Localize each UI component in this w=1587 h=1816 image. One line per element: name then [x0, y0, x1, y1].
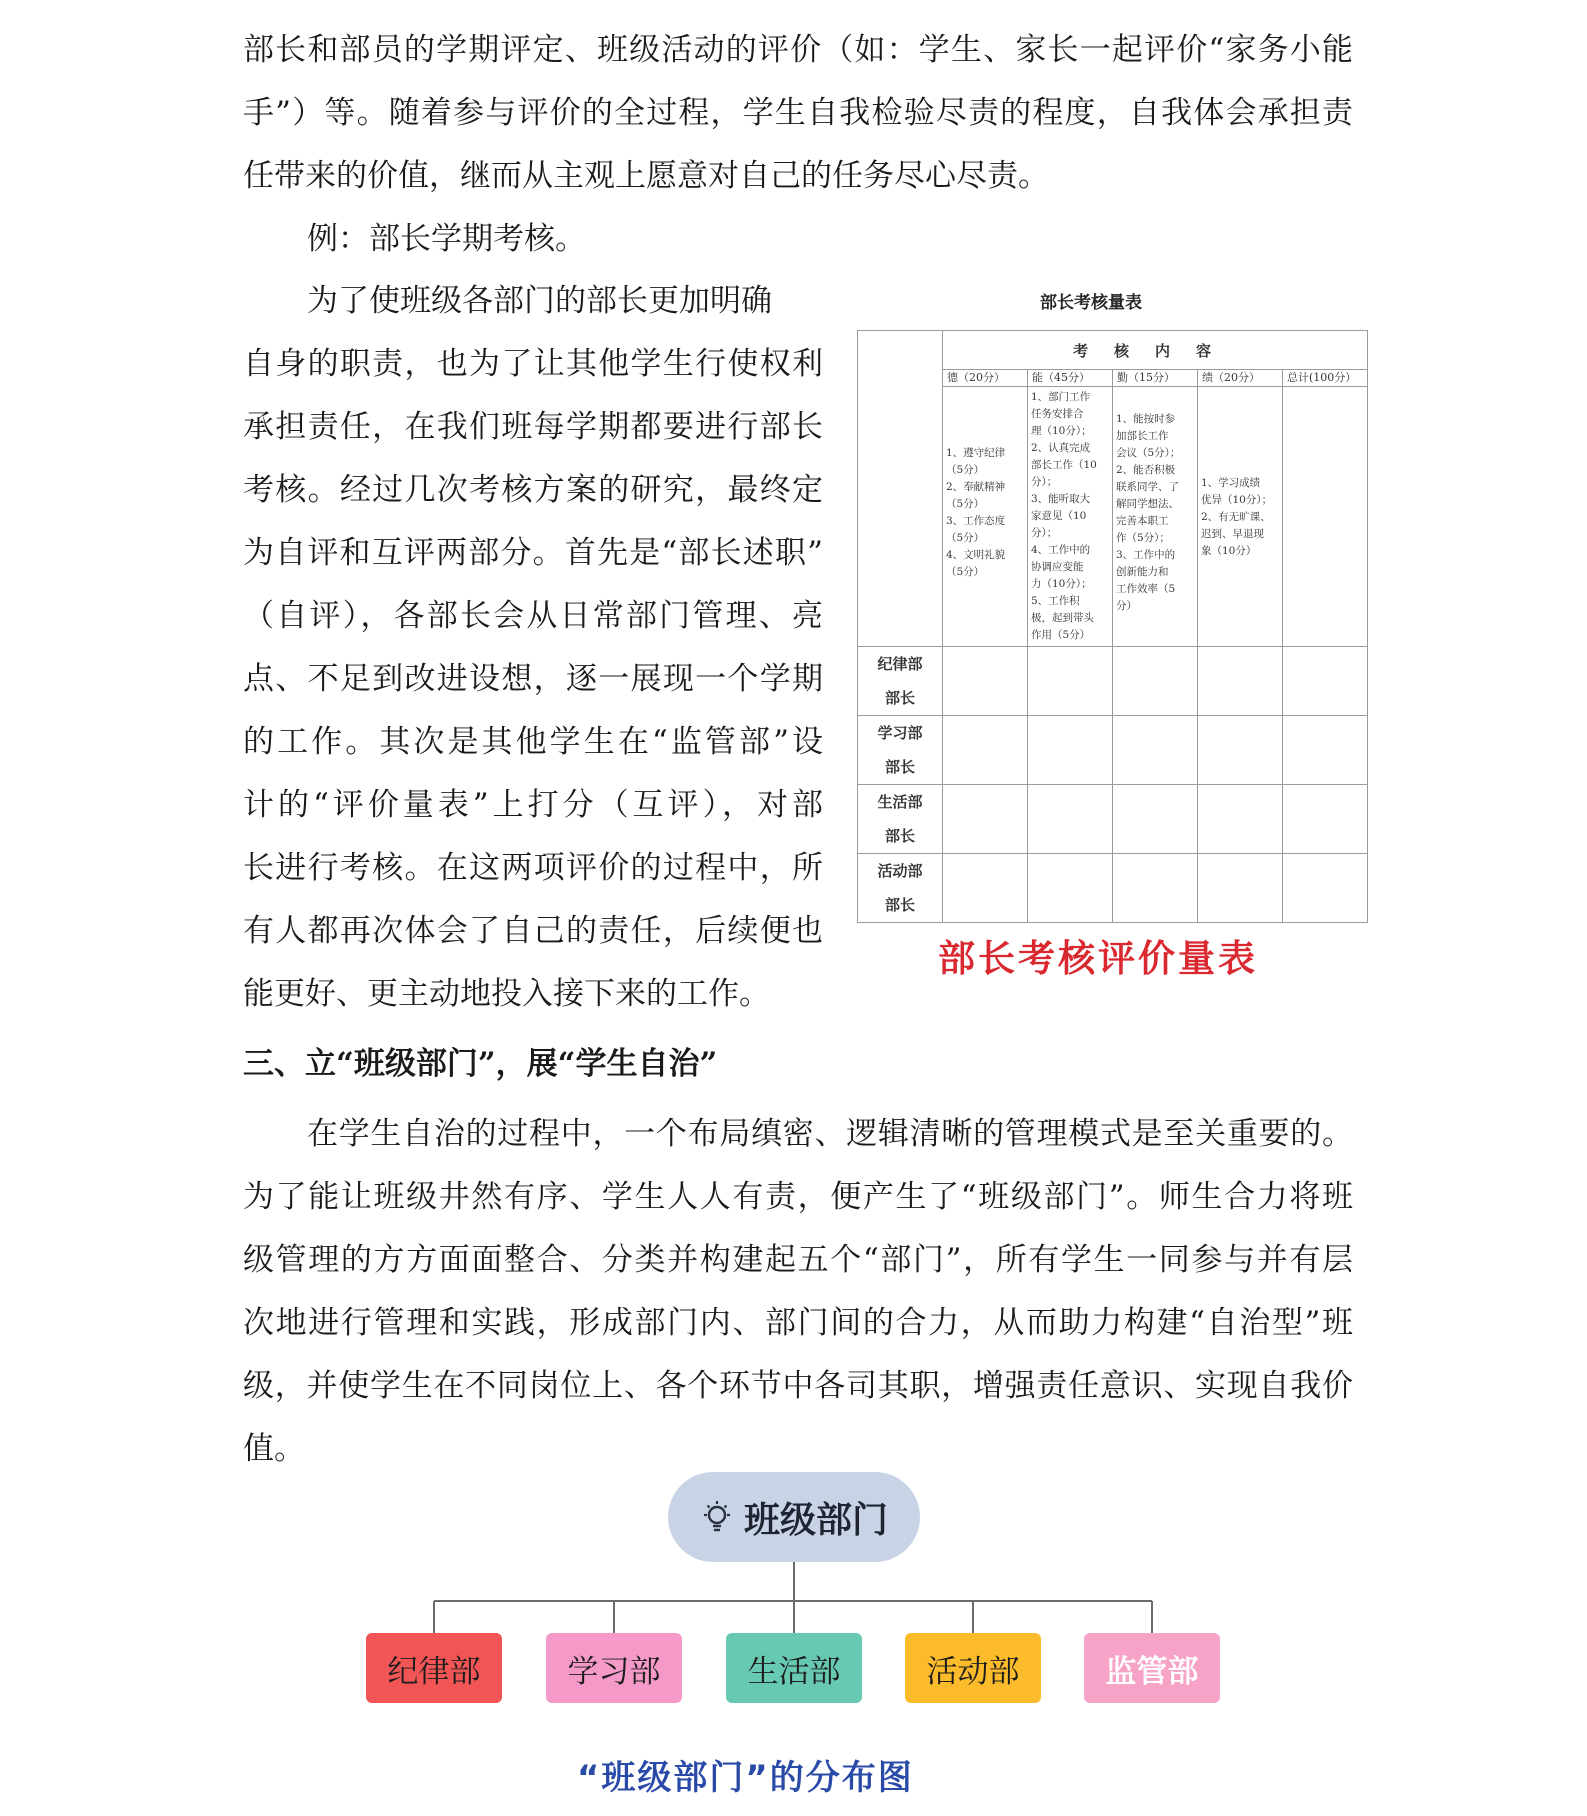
lightbulb-icon [700, 1499, 734, 1535]
text-line: 有人都再次体会了自己的责任，后续便也 [243, 913, 823, 949]
text-line: 长进行考核。在这两项评价的过程中，所 [243, 850, 823, 886]
criteria-line: （5分） [946, 498, 985, 510]
criteria-line: 分）； [1031, 527, 1058, 539]
dept-name: 纪律部 [877, 655, 923, 673]
table-header: 考核内容 [943, 331, 1368, 370]
criteria-line: 任务安排合 [1031, 408, 1084, 420]
text-line: 考核。经过几次考核方案的研究，最终定 [243, 472, 823, 508]
column-header: 德（20分） [943, 370, 1028, 387]
criteria-line: 极，起到带头 [1031, 612, 1094, 624]
text-line: 的工作。其次是其他学生在“监管部”设 [243, 724, 823, 760]
criteria-line: 工作效率（5 [1116, 583, 1176, 595]
org-node-discipline [366, 1633, 502, 1703]
criteria-line: 完善本职工 [1116, 515, 1169, 527]
text-line: 次地进行管理和实践，形成部门内、部门间的合力，从而助力构建“自治型”班 [243, 1305, 1353, 1341]
dept-role: 部长 [884, 689, 915, 707]
criteria-line: 理（10分）； [1031, 425, 1092, 437]
criteria-line: 4、文明礼貌 [946, 549, 1006, 561]
criteria-line: 分） [1116, 600, 1137, 612]
text-line: 值。 [243, 1431, 305, 1467]
org-node-label: 生活部 [747, 1653, 841, 1690]
text-line: 例：部长学期考核。 [307, 221, 586, 257]
text-line: （自评），各部长会从日常部门管理、亮 [243, 598, 823, 634]
criteria-line: 部长工作（10 [1031, 459, 1097, 471]
org-node-activity [905, 1633, 1041, 1703]
text-line: 级管理的方方面面整合、分类并构建起五个“部门”，所有学生一同参与并有层 [243, 1242, 1353, 1278]
dept-name: 学习部 [877, 724, 923, 742]
criteria-line: 会议（5分）； [1116, 447, 1181, 459]
criteria-line: 优异（10分）； [1201, 494, 1273, 506]
criteria-line: 加部长工作 [1116, 430, 1169, 442]
org-node-label: 纪律部 [387, 1653, 481, 1690]
criteria-line: 解同学想法、 [1116, 498, 1179, 510]
criteria-line: 4、工作中的 [1031, 544, 1091, 556]
column-header: 勤（15分） [1113, 370, 1198, 387]
criteria-line: 2、能否积极 [1116, 464, 1176, 476]
org-node-study [546, 1633, 682, 1703]
criteria-line: 作（5分）； [1116, 532, 1170, 544]
org-node-supervision [1084, 1633, 1220, 1703]
org-node-label: 监管部 [1105, 1653, 1199, 1690]
text-line: 在学生自治的过程中，一个布局缜密、逻辑清晰的管理模式是至关重要的。 [307, 1116, 1353, 1152]
text-line: 点、不足到改进设想，逐一展现一个学期 [243, 661, 823, 697]
criteria-line: 1、部门工作 [1031, 391, 1091, 403]
criteria-line: 创新能力和 [1116, 566, 1169, 578]
org-root-label: 班级部门 [743, 1499, 888, 1541]
criteria-line: 1、遵守纪律 [946, 447, 1006, 459]
criteria-line: 力（10分）； [1031, 578, 1092, 590]
dept-role: 部长 [884, 896, 915, 914]
column-header: 总计(100分） [1283, 370, 1368, 387]
criteria-line: 2、奉献精神 [946, 481, 1006, 493]
criteria-line: 3、能听取大 [1031, 493, 1091, 505]
text-line: 部长和部员的学期评定、班级活动的评价（如：学生、家长一起评价“家务小能 [243, 32, 1353, 68]
text-line: 为了能让班级井然有序、学生人人有责，便产生了“班级部门”。师生合力将班 [243, 1179, 1353, 1215]
criteria-line: 迟到、早退现 [1201, 528, 1264, 540]
criteria-line: 家意见（10 [1031, 510, 1087, 522]
criteria-line: （5分） [946, 566, 985, 578]
criteria-line: 2、认真完成 [1031, 442, 1091, 454]
org-node-label: 学习部 [567, 1653, 661, 1690]
criteria-line: 联系同学、了 [1116, 481, 1179, 493]
criteria-line: 2、有无旷课、 [1201, 511, 1271, 523]
dept-name: 生活部 [877, 793, 923, 811]
text-line: 三、立“班级部门”，展“学生自治” [243, 1046, 718, 1082]
assessment-table-caption: 部长考核评价量表 [938, 937, 1258, 980]
dept-role: 部长 [884, 827, 915, 845]
text-line: 手”）等。随着参与评价的全过程，学生自我检验尽责的程度，自我体会承担责 [243, 95, 1353, 131]
criteria-line: 1、能按时参 [1116, 413, 1176, 425]
criteria-line: 象（10分） [1201, 545, 1257, 557]
criteria-line: 协调应变能 [1031, 561, 1084, 573]
text-line: 承担责任，在我们班每学期都要进行部长 [243, 409, 823, 445]
text-line: 为了使班级各部门的部长更加明确 [307, 283, 772, 319]
text-line: 能更好、更主动地投入接下来的工作。 [243, 976, 770, 1012]
text-line: 自身的职责，也为了让其他学生行使权利 [243, 346, 823, 382]
criteria-line: 3、工作中的 [1116, 549, 1176, 561]
org-node-label: 活动部 [926, 1653, 1020, 1690]
assessment-table-title: 部长考核量表 [1040, 293, 1142, 313]
criteria-line: 1、学习成绩 [1201, 477, 1261, 489]
org-node-life [726, 1633, 862, 1703]
text-line: 为自评和互评两部分。首先是“部长述职” [243, 535, 823, 571]
criteria-line: 分）； [1031, 476, 1058, 488]
org-root-node [668, 1472, 920, 1562]
text-line: 计的“评价量表”上打分（互评），对部 [243, 787, 823, 823]
criteria-line: （5分） [946, 464, 985, 476]
column-header: 能（45分） [1028, 370, 1113, 387]
org-chart-caption: “班级部门”的分布图 [577, 1758, 914, 1798]
dept-name: 活动部 [877, 862, 923, 880]
criteria-line: 5、工作积 [1031, 595, 1080, 607]
text-line: 任带来的价值，继而从主观上愿意对自己的任务尽心尽责。 [243, 158, 1049, 194]
dept-role: 部长 [884, 758, 915, 776]
text-line: 级，并使学生在不同岗位上、各个环节中各司其职，增强责任意识、实现自我价 [243, 1368, 1353, 1404]
criteria-line: 作用（5分） [1031, 629, 1091, 641]
criteria-line: （5分） [946, 532, 985, 544]
criteria-line: 3、工作态度 [946, 515, 1006, 527]
column-header: 绩（20分） [1198, 370, 1283, 387]
